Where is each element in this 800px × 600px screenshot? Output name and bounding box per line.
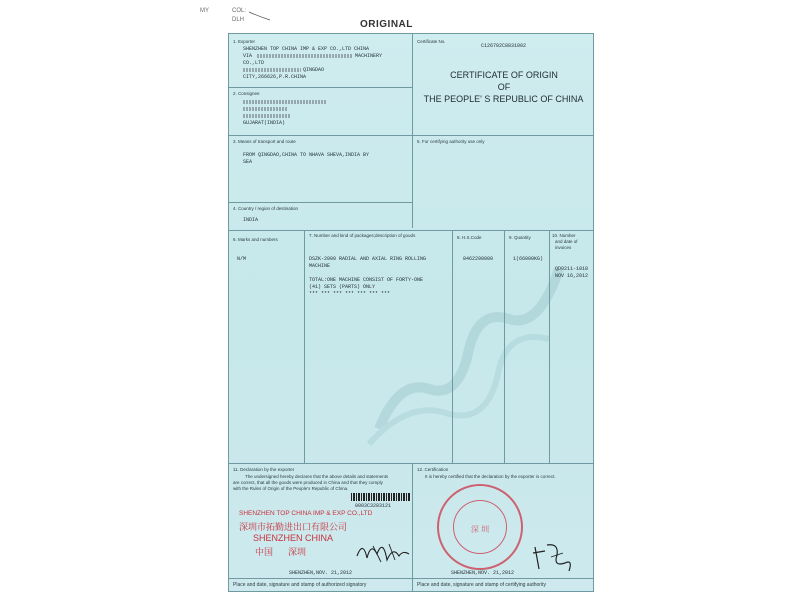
marks-value: N/M [237,256,247,262]
destination-value: INDIA [243,217,259,223]
authority-use-label: 5. For certifying authority use only [417,139,485,144]
certificate-number: C126702C8831002 [481,43,527,49]
invoice-label-1: 10. Number [552,233,576,238]
company-name-cn: 深圳市拓勤进出口有限公司 [239,522,348,532]
consignee-line-4: GUJARAT(INDIA) [243,120,286,126]
hs-code-label: 8. H.S.Code [457,235,482,240]
exporter-signatory-caption: Place and date, signature and stamp of authorized signatory [233,582,367,588]
certifier-signature [529,539,579,575]
masked-text [243,100,327,104]
divider-v-marks [304,230,305,463]
certificate-number-label: Certificate No. [417,39,446,44]
great-wall-watermark [359,229,579,459]
masked-text [243,114,291,118]
consignee-label: 2. Consignee [233,91,260,96]
declaration-label: 11. Declaration by the exporter [233,467,295,472]
quantity-label: 9. Quantity [509,235,531,240]
masked-text [257,54,353,58]
invoice-value-1: QD0211-1018 [555,266,589,272]
divider-v-hs [452,230,453,463]
corner-mark-a: MY [200,8,209,14]
transport-line-2: SEA [243,159,253,165]
exporter-line-4: QINGDAO [303,67,325,73]
description-line-5: *** *** *** *** *** *** *** [309,291,391,297]
official-stamp [437,484,523,570]
divider-v-top [412,34,413,228]
description-line-4: (41) SETS (PARTS) ONLY [309,284,376,290]
exporter-signature [353,536,413,566]
marks-label: 6. Marks and numbers [233,237,278,242]
exporter-place-date: SHENZHEN,NOV. 21,2012 [289,570,353,576]
exporter-line-5: CITY,266626,P.R.CHINA [243,74,307,80]
declaration-text-3: with the Rules of Origin of the People's Republic of China. [233,486,349,491]
declaration-text-2: are correct, that all the goods were produced in China and that they comply [233,480,383,485]
divider-h-3 [229,202,412,203]
declaration-text-1: The undersigned hereby declares that the above details and statements [245,474,389,479]
document-title: ORIGINAL [360,19,413,30]
exporter-line-1: SHENZHEN TOP CHINA IMP & EXP CO.,LTD CHINA [243,46,370,52]
description-line-3: TOTAL:ONE MACHINE CONSIST OF FORTY-ONE [309,277,424,283]
description-line-2: MACHINE [309,263,331,269]
barcode [351,493,411,501]
description-label: 7. Number and kind of packages;description of goods [309,233,416,238]
quantity-value: 1(66000KG) [513,256,544,262]
hs-code-value: 8462290000 [463,256,494,262]
city-name-en: SHENZHEN CHINA [253,533,334,543]
divider-h-2 [229,135,594,136]
certification-label: 12. Certification [417,467,449,472]
description-line-1: DSZK-2000 RADIAL AND AXIAL RING ROLLING [309,256,427,262]
masked-text [243,107,287,111]
transport-line-1: FROM QINGDAO,CHINA TO NHAVA SHEVA,INDIA BY [243,152,370,158]
divider-h-4 [229,230,594,231]
divider-v-inv [549,230,550,463]
pen-stroke [248,10,272,22]
invoice-value-2: NOV 16,2012 [555,273,589,279]
divider-v-bottom [412,463,413,592]
transport-label: 3. Means of transport and route [233,139,296,144]
stamp-center-text: 深 圳 [470,525,490,534]
certification-text: It is hereby certified that the declaration by the exporter is correct. [425,474,556,479]
company-name-en: SHENZHEN TOP CHINA IMP & EXP CO.,LTD [239,510,373,517]
invoice-label-2: and date of [555,239,578,244]
corner-mark-c: DLH [232,17,245,23]
certificate-form [228,33,594,592]
invoice-label-3: invoices [555,245,572,250]
masked-text [243,68,301,72]
barcode-number: 0003C3283121 [355,503,392,509]
destination-label: 4. Country / region of destination [233,206,299,211]
certificate-title-line-1: CERTIFICATE OF ORIGIN [450,70,558,80]
certifier-signatory-caption: Place and date, signature and stamp of certifying authority [417,582,546,588]
certificate-title-line-3: THE PEOPLE' S REPUBLIC OF CHINA [423,94,584,104]
exporter-line-2-tail: MACHINERY [355,53,383,59]
exporter-line-3: CO.,LTD [243,60,265,66]
corner-mark-b: COL: [232,8,247,14]
city-name-cn: 中国 深圳 [255,547,307,557]
exporter-label: 1. Exporter [233,39,256,44]
divider-v-qty [504,230,505,463]
divider-h-1 [229,87,412,88]
certifier-place-date: SHENZHEN,NOV. 21,2012 [451,570,515,576]
exporter-line-2: VIA [243,53,253,59]
certificate-title-line-2: OF [497,82,511,92]
